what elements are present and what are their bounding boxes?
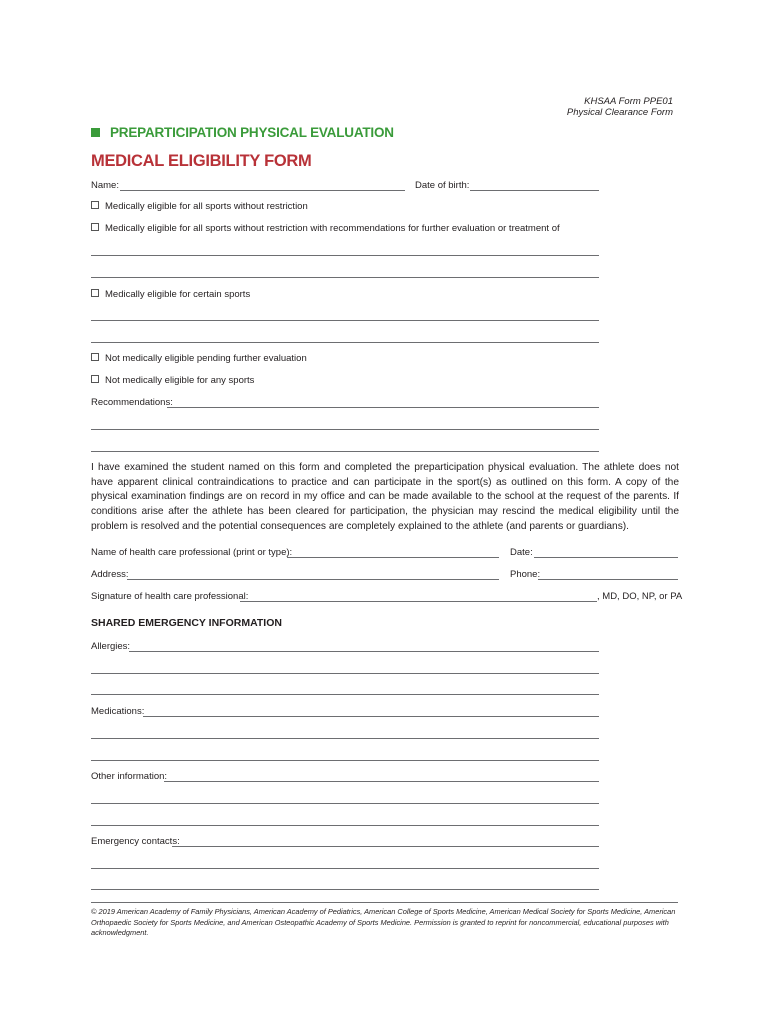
signature-field[interactable] — [240, 601, 597, 602]
footer-divider — [91, 902, 678, 903]
credentials-label: , MD, DO, NP, or PA — [597, 591, 683, 602]
name-label: Name: — [91, 180, 119, 191]
form-name: Physical Clearance Form — [566, 107, 673, 118]
date-field[interactable] — [534, 557, 678, 558]
emergency-contacts-line-1[interactable] — [172, 846, 599, 847]
medications-line-3[interactable] — [91, 760, 599, 761]
allergies-line-1[interactable] — [129, 651, 599, 652]
recommendations-line-3[interactable] — [91, 451, 599, 452]
name-field[interactable] — [120, 190, 405, 191]
date-label: Date: — [510, 547, 533, 558]
section-heading — [91, 125, 394, 140]
medications-label: Medications: — [91, 706, 145, 717]
dob-label: Date of birth: — [415, 180, 470, 191]
address-field[interactable] — [127, 579, 499, 580]
checkbox-icon[interactable] — [91, 223, 99, 231]
emergency-contacts-label: Emergency contacts: — [91, 836, 180, 847]
attestation-paragraph: I have examined the student named on this form and completed the preparticipation physical evaluation. The athlete does not have apparent clinical contraindications to practice and can participate in the sport(s) as outlined on this form. A copy of the physical examination findings are on record in my office and can be made available to the school at the request of the parents. If conditions arise after the athlete has been cleared for participation, the physician may rescind the medical eligibility until the problem is resolved and the potential consequences are completely explained to the athlete (and parents or guardians). — [91, 462, 679, 532]
option-with-recommendations[interactable] — [91, 223, 560, 235]
other-info-label: Other information: — [91, 771, 168, 782]
option-not-eligible[interactable] — [91, 375, 254, 387]
recommendations-label: Recommendations: — [91, 397, 173, 408]
recommendations-line-2[interactable] — [91, 429, 599, 430]
other-info-line-2[interactable] — [91, 803, 599, 804]
emergency-heading: SHARED EMERGENCY INFORMATION — [91, 617, 282, 629]
option-certain-sports[interactable] — [91, 289, 250, 301]
emergency-contacts-line-3[interactable] — [91, 889, 599, 890]
option-pending[interactable] — [91, 353, 307, 365]
signature-label: Signature of health care professional: — [91, 591, 249, 602]
treatment-line-1[interactable] — [91, 255, 599, 256]
sports-line-2[interactable] — [91, 342, 599, 343]
dob-field[interactable] — [470, 190, 599, 191]
option-all-sports[interactable] — [91, 201, 308, 213]
checkbox-icon[interactable] — [91, 201, 99, 209]
option-label: Not medically eligible for any sports — [105, 375, 255, 386]
professional-name-field[interactable] — [287, 557, 499, 558]
treatment-line-2[interactable] — [91, 277, 599, 278]
form-identifier — [567, 96, 673, 118]
other-info-line-3[interactable] — [91, 825, 599, 826]
section-title: PREPARTICIPATION PHYSICAL EVALUATION — [110, 125, 394, 140]
recommendations-line-1[interactable] — [167, 407, 599, 408]
option-label: Medically eligible for certain sports — [105, 289, 251, 300]
medications-line-1[interactable] — [143, 716, 599, 717]
phone-field[interactable] — [538, 579, 678, 580]
allergies-line-2[interactable] — [91, 673, 599, 674]
checkbox-icon[interactable] — [91, 353, 99, 361]
allergies-label: Allergies: — [91, 641, 131, 652]
page-title: MEDICAL ELIGIBILITY FORM — [91, 152, 312, 170]
form-code: KHSAA Form PPE01 — [584, 96, 673, 107]
option-label: Not medically eligible pending further evaluation — [105, 353, 307, 364]
sports-line-1[interactable] — [91, 320, 599, 321]
address-label: Address: — [91, 569, 129, 580]
checkbox-icon[interactable] — [91, 289, 99, 297]
allergies-line-3[interactable] — [91, 694, 599, 695]
copyright-notice: © 2019 American Academy of Family Physicians, American Academy of Pediatrics, American College of Sports Medicine, American Medical Society for Sports Medicine, American Orthopaedic Society for Sports Medicine, and American Osteopathic Academy of Sports Medicine. Permission is granted to reprint for noncommercial, educational purposes with acknowledgment. — [91, 907, 676, 938]
option-label: Medically eligible for all sports without restriction — [105, 201, 308, 212]
emergency-contacts-line-2[interactable] — [91, 868, 599, 869]
checkbox-icon[interactable] — [91, 375, 99, 383]
professional-name-label: Name of health care professional (print or type): — [91, 547, 293, 558]
square-bullet-icon — [91, 128, 100, 137]
other-info-line-1[interactable] — [164, 781, 599, 782]
medications-line-2[interactable] — [91, 738, 599, 739]
phone-label: Phone: — [510, 569, 541, 580]
option-label: Medically eligible for all sports without restriction with recommendations for further evaluation or treatment of — [105, 223, 560, 234]
